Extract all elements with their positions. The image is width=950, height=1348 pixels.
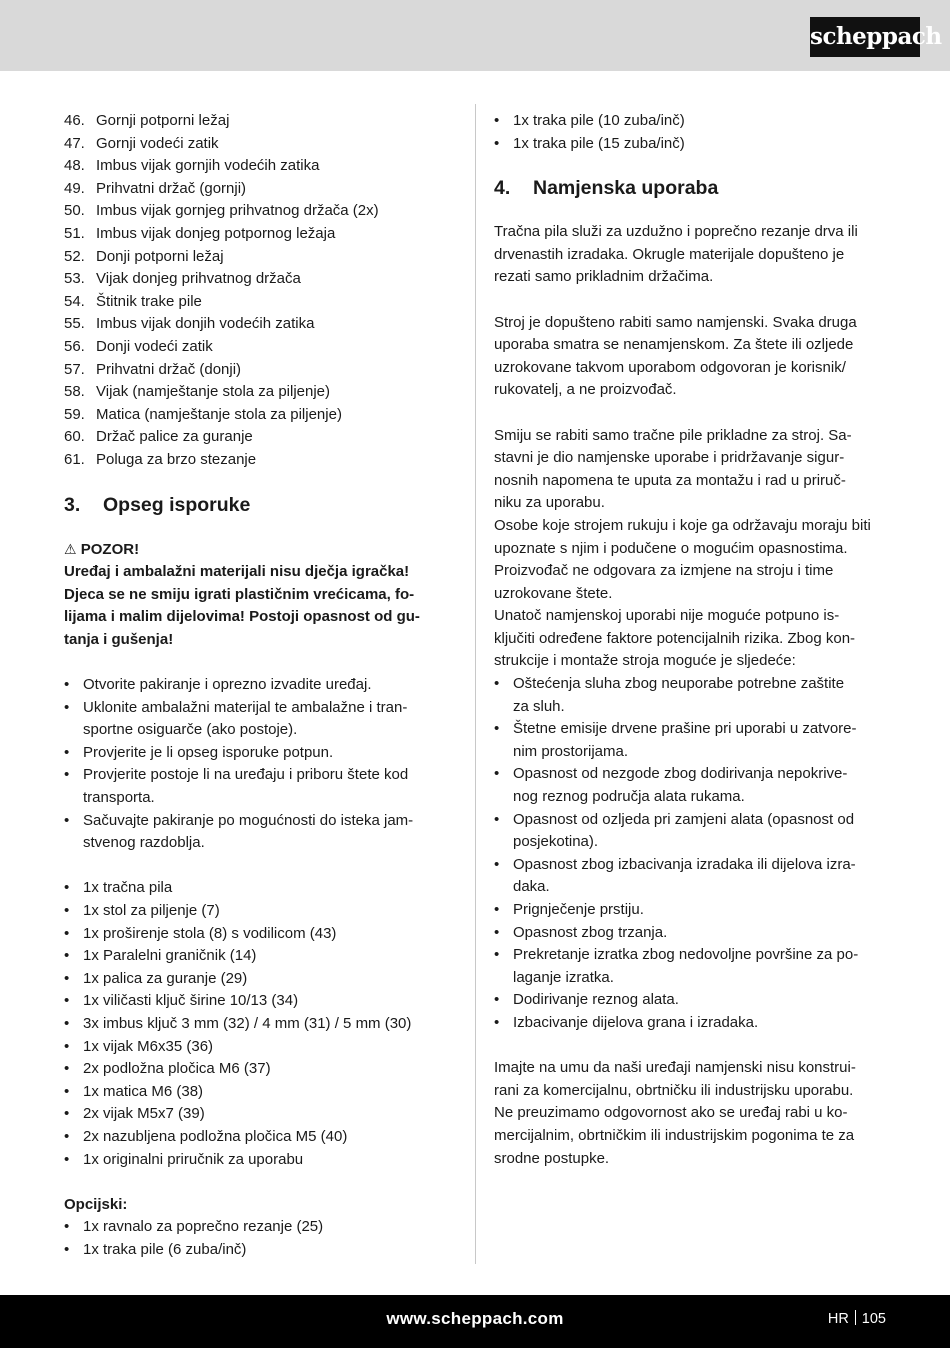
- list-item: • Sačuvajte pakiranje po mogućnosti do isteka jam- stvenog razdoblja.: [64, 810, 457, 855]
- optional-list-continued: [494, 110, 887, 155]
- list-item: 52. Donji potporni ležaj: [64, 247, 224, 265]
- list-item: • Oštećenja sluha zbog neuporabe potrebne zaštite za sluh.: [494, 673, 887, 718]
- footer-bar: [0, 1295, 950, 1348]
- list-item: • Opasnost od ozljeda pri zamjeni alata (opasnost od posjekotina).: [494, 809, 887, 854]
- list-item: 49. Prihvatni držač (gornji): [64, 179, 247, 197]
- optional-list: [64, 1216, 457, 1261]
- list-item: • 2x podložna pločica M6 (37): [64, 1058, 457, 1081]
- page-number: HR 105: [827, 1311, 886, 1327]
- list-item: 61. Poluga za brzo stezanje: [64, 450, 257, 468]
- list-item: 58. Vijak (namještanje stola za piljenje): [64, 383, 331, 401]
- list-item: 60. Držač palice za guranje: [64, 428, 253, 446]
- list-item: • Otvorite pakiranje i oprezno izvadite uređaj.: [64, 674, 457, 697]
- list-item: • 1x traka pile (15 zuba/inč): [494, 133, 887, 156]
- list-item: • 2x vijak M5x7 (39): [64, 1103, 457, 1126]
- website-url: www.scheppach.com: [386, 1309, 564, 1328]
- list-item: • 1x viličasti ključ širine 10/13 (34): [64, 990, 457, 1013]
- header-bar: [0, 0, 950, 71]
- list-item: • 1x stol za piljenje (7): [64, 900, 457, 923]
- paragraph-purpose: Tračna pila služi za uzdužno i poprečno rezanje drva ili drvenastih izradaka. Okrugle materijale dopušteno je rezati samo prikladnim držačima.: [494, 223, 858, 286]
- unpacking-steps: [64, 674, 457, 855]
- warning-triangle-icon: ⚠: [64, 540, 77, 557]
- list-item: • Provjerite postoje li na uređaju i priboru štete kod transporta.: [64, 764, 457, 809]
- list-item: • 3x imbus ključ 3 mm (32) / 4 mm (31) / 5 mm (30): [64, 1013, 457, 1036]
- list-item: • 2x nazubljena podložna pločica M5 (40): [64, 1126, 457, 1149]
- list-item: 54. Štitnik trake pile: [64, 292, 202, 310]
- list-item: • 1x palica za guranje (29): [64, 968, 457, 991]
- list-item: • Opasnost od nezgode zbog dodirivanja nepokrive- nog reznog područja alata rukama.: [494, 763, 887, 808]
- brand-logo: scheppach: [810, 17, 920, 57]
- left-column: [64, 110, 457, 1262]
- list-item: • 1x traka pile (10 zuba/inč): [494, 110, 887, 133]
- list-item: • 1x ravnalo za poprečno rezanje (25): [64, 1216, 457, 1239]
- list-item: 53. Vijak donjeg prihvatnog držača: [64, 270, 301, 288]
- risk-list: [494, 673, 887, 1035]
- list-item: 56. Donji vodeći zatik: [64, 337, 213, 355]
- list-item: • 1x traka pile (6 zuba/inč): [64, 1239, 457, 1262]
- paragraph-liability: Stroj je dopušteno rabiti samo namjenski. Svaka druga uporaba smatra se nenamjenskom. Za štete ili ozljede uzrokovane takvom uporabom odgovoran je korisnik/ rukovatelj, a ne proizvođač.: [494, 313, 857, 399]
- delivery-list: [64, 877, 457, 1171]
- column-divider: [475, 104, 476, 1264]
- list-item: 46. Gornji potporni ležaj: [64, 112, 230, 129]
- list-item: • Uklonite ambalažni materijal te ambalažne i tran- sportne osiguarče (ako postoje).: [64, 697, 457, 742]
- list-item: • 1x Paralelni graničnik (14): [64, 945, 457, 968]
- list-item: • Izbacivanje dijelova grana i izradaka.: [494, 1012, 887, 1035]
- list-item: 55. Imbus vijak donjih vodećih zatika: [64, 315, 315, 333]
- list-item: • Opasnost zbog izbacivanja izradaka ili dijelova izra- daka.: [494, 854, 887, 899]
- list-item: • Prignječenje prstiju.: [494, 899, 887, 922]
- list-item: 47. Gornji vodeći zatik: [64, 134, 219, 152]
- list-item: 48. Imbus vijak gornjih vodećih zatika: [64, 157, 320, 175]
- list-item: • 1x originalni priručnik za uporabu: [64, 1149, 457, 1172]
- list-item: 59. Matica (namještanje stola za piljenje): [64, 405, 342, 423]
- list-item: • Štetne emisije drvene prašine pri uporabi u zatvore- nim prostorijama.: [494, 718, 887, 763]
- section-heading-delivery: 3. Opseg isporuke: [64, 493, 251, 516]
- optional-title: Opcijski:: [64, 1195, 128, 1213]
- paragraph-safety: Smiju se rabiti samo tračne pile prikladne za stroj. Sa- stavni je dio namjenske uporabe i pridržavanje sigur- nosnih napomena te uputa za montažu i rad u priruč- niku za uporabu. Osobe koje strojem rukuju i koje ga održavaju moraju biti upoznate s njim i podučene o mogućim opasnostima. Proizvođač ne odgovara za izmjene na stroju i time uzrokovane štete. Unatoč namjenskoj uporabi nije moguće potpuno is- ključiti određene faktore potencijalnih rizika. Zbog kon- strukcije i montaže stroja moguće je sljedeće:: [494, 426, 871, 670]
- right-column: [494, 110, 887, 1170]
- list-item: 50. Imbus vijak gornjeg prihvatnog držača (2x): [64, 202, 379, 220]
- list-item: • Prekretanje izratka zbog nedovoljne površine za po- laganje izratka.: [494, 944, 887, 989]
- list-item: • Opasnost zbog trzanja.: [494, 922, 887, 945]
- list-item: • Dodirivanje reznog alata.: [494, 989, 887, 1012]
- list-item: • 1x vijak M6x35 (36): [64, 1036, 457, 1059]
- list-item: • 1x tračna pila: [64, 877, 457, 900]
- list-item: 57. Prihvatni držač (donji): [64, 360, 242, 378]
- list-item: • Provjerite je li opseg isporuke potpun.: [64, 742, 457, 765]
- section-heading-intended-use: 4. Namjenska uporaba: [494, 177, 719, 200]
- parts-list: [64, 110, 457, 472]
- paragraph-commercial-use: Imajte na umu da naši uređaji namjenski nisu konstrui- rani za komercijalnu, obrtničku ili industrijsku uporabu. Ne preuzimamo odgovornost ako se uređaj rabi u ko- mercijalnim, obrtničkim ili industrijskim pogonima te za srodne postupke.: [494, 1059, 856, 1167]
- list-item: • 1x proširenje stola (8) s vodilicom (43): [64, 923, 457, 946]
- list-item: 51. Imbus vijak donjeg potpornog ležaja: [64, 224, 336, 242]
- warning-block: ⚠ POZOR! Uređaj i ambalažni materijali nisu dječja igračka! Djeca se ne smiju igrati plastičnim vrećicama, fo- lijama i malim dijelovima! Postoji opasnost od gu- tanja i gušenja!: [64, 540, 420, 648]
- list-item: • 1x matica M6 (38): [64, 1081, 457, 1104]
